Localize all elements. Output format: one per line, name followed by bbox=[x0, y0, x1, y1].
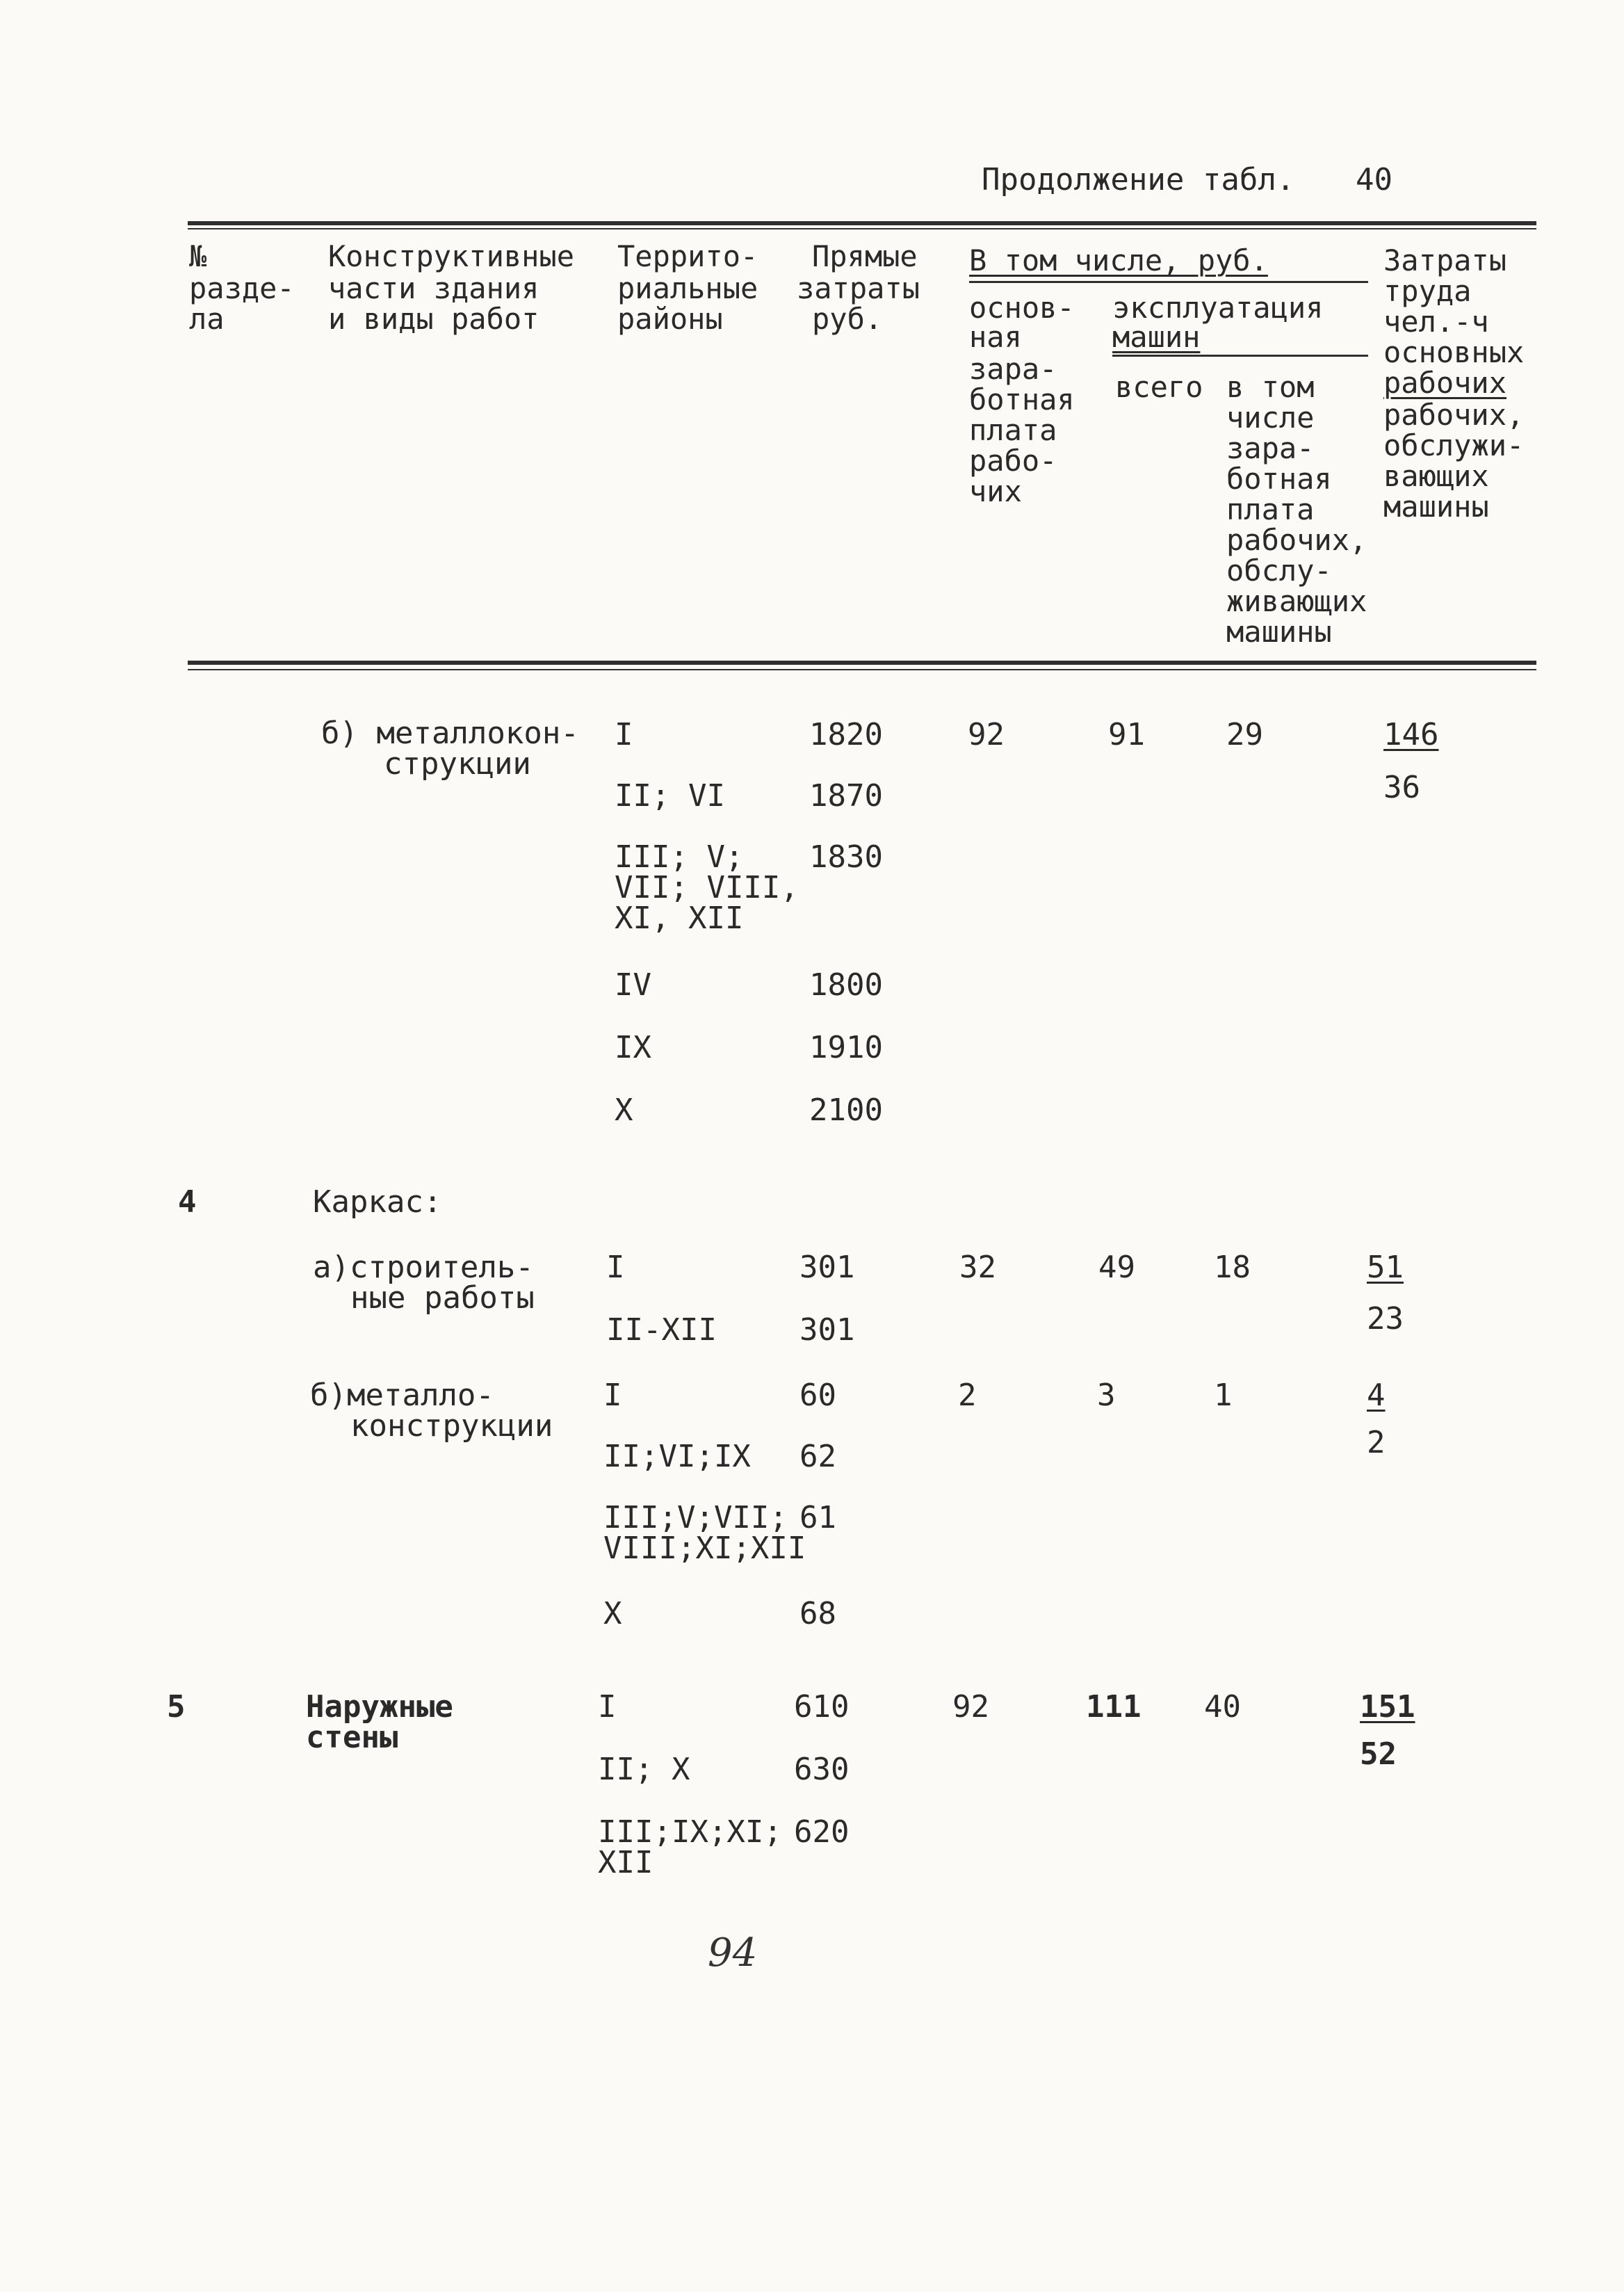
page-number: 94 bbox=[708, 1930, 758, 1976]
header-bottom-rule bbox=[188, 661, 1536, 665]
table-top-rule-2 bbox=[188, 228, 1536, 229]
table-caption-number: 40 bbox=[1356, 162, 1392, 197]
header-group-title: В том числе, руб. bbox=[969, 243, 1268, 277]
header-col-total: всего bbox=[1115, 370, 1203, 404]
table-caption-label: Продолжение табл. bbox=[982, 162, 1295, 197]
header-machines-rule bbox=[1112, 355, 1368, 357]
header-group-rule bbox=[969, 281, 1368, 283]
document-page: Продолжение табл. 40 № разде- ла Конструктивные части здания и виды работ Террито- риальные районы Прямые затраты руб. В том числе, руб. основ- ная зара- ботная плата рабо- чих эксплуатация машин всего в том числе зара- ботная плата рабочих, обслу- живающих машины Затраты труда чел.-ч основных рабочих рабочих, обслужи- вающих машины б) металлокон- струкции I II; VI III; V; VII; VIII, XI, XII IV IX X 1820 1870 1830 1800 1910 2100 92 91 29 146 36 4 Каркас: а)строитель- ные работы I II-XII 301 301 32 49 18 51 23 б)металло- конструкции I II;VI;IX III;V;VII; VIII;XI;XII X 60 62 61 68 2 3 1 4 2 5 Наружные стены I II; X III;IX;XI; XII 610 630 620 92 111 40 151 52 94 bbox=[0, 0, 1624, 2292]
header-bottom-rule-2 bbox=[188, 669, 1536, 670]
table-top-rule bbox=[188, 221, 1536, 225]
